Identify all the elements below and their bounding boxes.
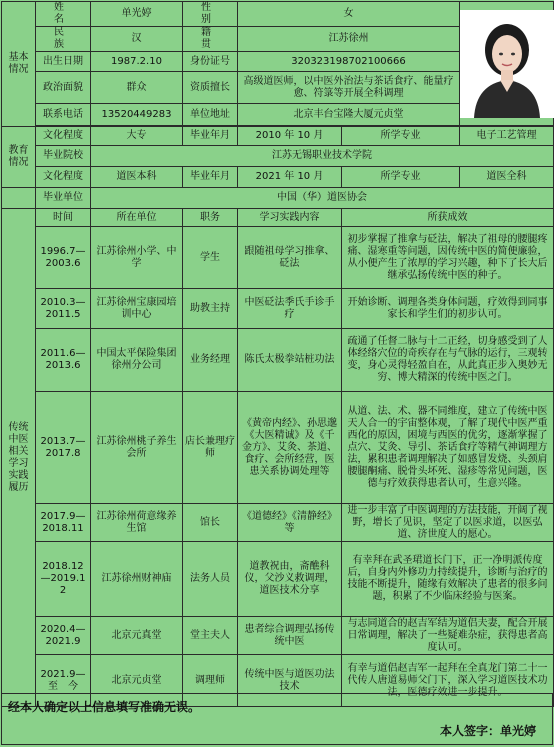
row-role: 堂主夫人 <box>183 617 238 655</box>
phone-label: 联系电话 <box>36 104 91 126</box>
confirmation-footer <box>1 693 553 745</box>
header-result: 所获成效 <box>342 209 554 227</box>
header-unit: 所在单位 <box>91 209 183 227</box>
header-content: 学习实践内容 <box>238 209 342 227</box>
school-label: 毕业院校 <box>36 146 91 167</box>
politics-label: 政治面貌 <box>36 72 91 104</box>
signature-text: 本人签字：单光婷 <box>439 724 536 738</box>
row-time: 2021.9—至 今 <box>36 655 91 707</box>
major-label: 所学专业 <box>342 127 460 146</box>
table-row <box>2 329 554 392</box>
unit-label: 毕业单位 <box>36 188 91 209</box>
table-row <box>2 542 554 617</box>
address-value: 北京丰台宝隆大厦元贞堂 <box>238 104 460 126</box>
ethnicity-value: 汉 <box>91 27 183 52</box>
resume-form <box>1 1 553 745</box>
row-role: 助教主持 <box>183 289 238 329</box>
photo-cell <box>460 2 554 126</box>
row-time: 1996.7—2003.6 <box>36 227 91 289</box>
row-time: 2020.4—2021.9 <box>36 617 91 655</box>
row-result: 有幸拜在武圣珺道长门下，正一净明派传度后，自身内外修功力持续提升，诊断与治疗的技能不断提升，随缘有效解决了患者的很多问题，积累了不少临床经验与医案。 <box>342 542 554 617</box>
row-time: 2017.9—2018.11 <box>36 504 91 542</box>
basic-section-label: 基本情况 <box>2 2 36 127</box>
row-content: 中医砭法季氏手诊手疗 <box>238 289 342 329</box>
skill-label: 资质擅长 <box>183 72 238 104</box>
row-role: 学生 <box>183 227 238 289</box>
row-role: 法务人员 <box>183 542 238 617</box>
row-time: 2011.6—2013.6 <box>36 329 91 392</box>
skill-value: 高级道医师，以中医外治法与茶话食疗、能量疗愈、符箓等开展全科调理 <box>238 72 460 104</box>
row-unit: 江苏徐州宝康园培训中心 <box>91 289 183 329</box>
birth-label: 出生日期 <box>36 52 91 72</box>
unit-value: 中国（华）道医协会 <box>91 188 554 209</box>
row-unit: 江苏徐州桃子养生会所 <box>91 392 183 504</box>
education-section-label: 教育情况 <box>2 127 36 188</box>
row-unit: 中国太平保险集团徐州分公司 <box>91 329 183 392</box>
row-content: 跟随祖母学习推拿、砭法 <box>238 227 342 289</box>
row-content: 《道德经》《清静经》等 <box>238 504 342 542</box>
birth-value: 1987.2.10 <box>91 52 183 72</box>
row-unit: 北京元真堂 <box>91 617 183 655</box>
row-role: 调理师 <box>183 655 238 707</box>
row-result: 初步掌握了推拿与砭法，解决了祖母的腰腿疼痛、湿寒重等问题，因传统中医的简便廉验，从小便产生了浓厚的学习兴趣，种下了长大后继承弘扬传统中医的种子。 <box>342 227 554 289</box>
grad-label: 毕业年月 <box>183 127 238 146</box>
portrait-photo <box>460 10 553 118</box>
row-role: 馆长 <box>183 504 238 542</box>
edu-value: 大专 <box>91 127 183 146</box>
edu-label: 文化程度 <box>36 127 91 146</box>
name-value: 单光婷 <box>91 2 183 27</box>
row-result: 有幸与道侣赵吉军一起拜在全真龙门第二十一代传人唐道易师父门下，深入学习道医技术功法，医德疗效进一步提升。 <box>342 655 554 707</box>
row-content: 患者综合调理弘扬传统中医 <box>238 617 342 655</box>
origin-value: 江苏徐州 <box>238 27 460 52</box>
row-unit: 北京元贞堂 <box>91 655 183 707</box>
origin-label: 籍 贯 <box>183 27 238 52</box>
id-value: 320323198702100666 <box>238 52 460 72</box>
phone-value: 13520449283 <box>91 104 183 126</box>
gender-value: 女 <box>238 2 460 27</box>
grad-value: 2010 年 10 月 <box>238 127 342 146</box>
row-role: 业务经理 <box>183 329 238 392</box>
edu2-label: 文化程度 <box>36 167 91 188</box>
row-unit: 江苏徐州小学、中学 <box>91 227 183 289</box>
row-content: 传统中医与道医功法技术 <box>238 655 342 707</box>
table-row <box>2 289 554 329</box>
row-role: 店长兼理疗师 <box>183 392 238 504</box>
gender-label: 性 别 <box>183 2 238 27</box>
row-result: 进一步丰富了中医调理的方法技能，开阔了视野，增长了见识，坚定了以医求道，以医弘道、济世度人的愿心。 <box>342 504 554 542</box>
name-label: 姓 名 <box>36 2 91 27</box>
row-content: 道教祝由，斋醮科仪，父沙义救调理，道医技术分享 <box>238 542 342 617</box>
row-time: 2013.7—2017.8 <box>36 392 91 504</box>
confirmation-text: 经本人确定以上信息填写准确无误。 <box>8 700 201 714</box>
row-unit: 江苏徐州荷意缘养生馆 <box>91 504 183 542</box>
grad2-value: 2021 年 10 月 <box>238 167 342 188</box>
row-result: 与志同道合的赵吉军结为道侣夫妻，配合开展日常调理，解决了一些疑难杂症，获得患者高度认可。 <box>342 617 554 655</box>
major2-value: 道医全科 <box>460 167 554 188</box>
major-value: 电子工艺管理 <box>460 127 554 146</box>
header-time: 时间 <box>36 209 91 227</box>
row-content: 陈氏太极拳站桩功法 <box>238 329 342 392</box>
row-time: 2010.3—2011.5 <box>36 289 91 329</box>
address-label: 单位地址 <box>183 104 238 126</box>
row-result: 开始诊断、调理各类身体问题，疗效得到同事家长和学生们的初步认可。 <box>342 289 554 329</box>
row-time: 2018.12—2019.12 <box>36 542 91 617</box>
id-label: 身份证号 <box>183 52 238 72</box>
header-role: 职务 <box>183 209 238 227</box>
row-result: 疏通了任督二脉与十二正经，切身感受到了人体经络穴位的奇疾存在与气脉的运行，三观转变，身心灵得轻盈自在，从此真正步入奥妙无穷、博大精深的传统中医之门。 <box>342 329 554 392</box>
politics-value: 群众 <box>91 72 183 104</box>
row-unit: 江苏徐州财神庙 <box>91 542 183 617</box>
experience-section-label: 传统中医相关学习实践履历 <box>2 209 36 707</box>
grad2-label: 毕业年月 <box>183 167 238 188</box>
ethnicity-label: 民 族 <box>36 27 91 52</box>
portrait-icon <box>460 10 554 118</box>
major2-label: 所学专业 <box>342 167 460 188</box>
row-content: 《黄帝内经》、孙思邈《大医精诚》及《千金方》、艾灸、茶道、食疗、会所经营，医患关系协调处理等 <box>238 392 342 504</box>
resume-table <box>1 1 554 707</box>
table-row <box>2 392 554 504</box>
table-row <box>2 504 554 542</box>
edu2-value: 道医本科 <box>91 167 183 188</box>
table-row <box>2 227 554 289</box>
table-row <box>2 617 554 655</box>
school-value: 江苏无锡职业技术学院 <box>91 146 554 167</box>
row-result: 从道、法、术、器不同维度，建立了传统中医天人合一的宇宙整体观，了解了现代中医严重西化的原因，困境与西医的优劣，逐渐掌握了点穴、艾灸、导引、茶话食疗等精气神调理方法，累积患者调理解决了如感冒发烧、头颈肩腰腿酮痛、脱骨头坏死、湿疹等常见问题，医德与疗效获得患者认可，生意兴隆。 <box>342 392 554 504</box>
